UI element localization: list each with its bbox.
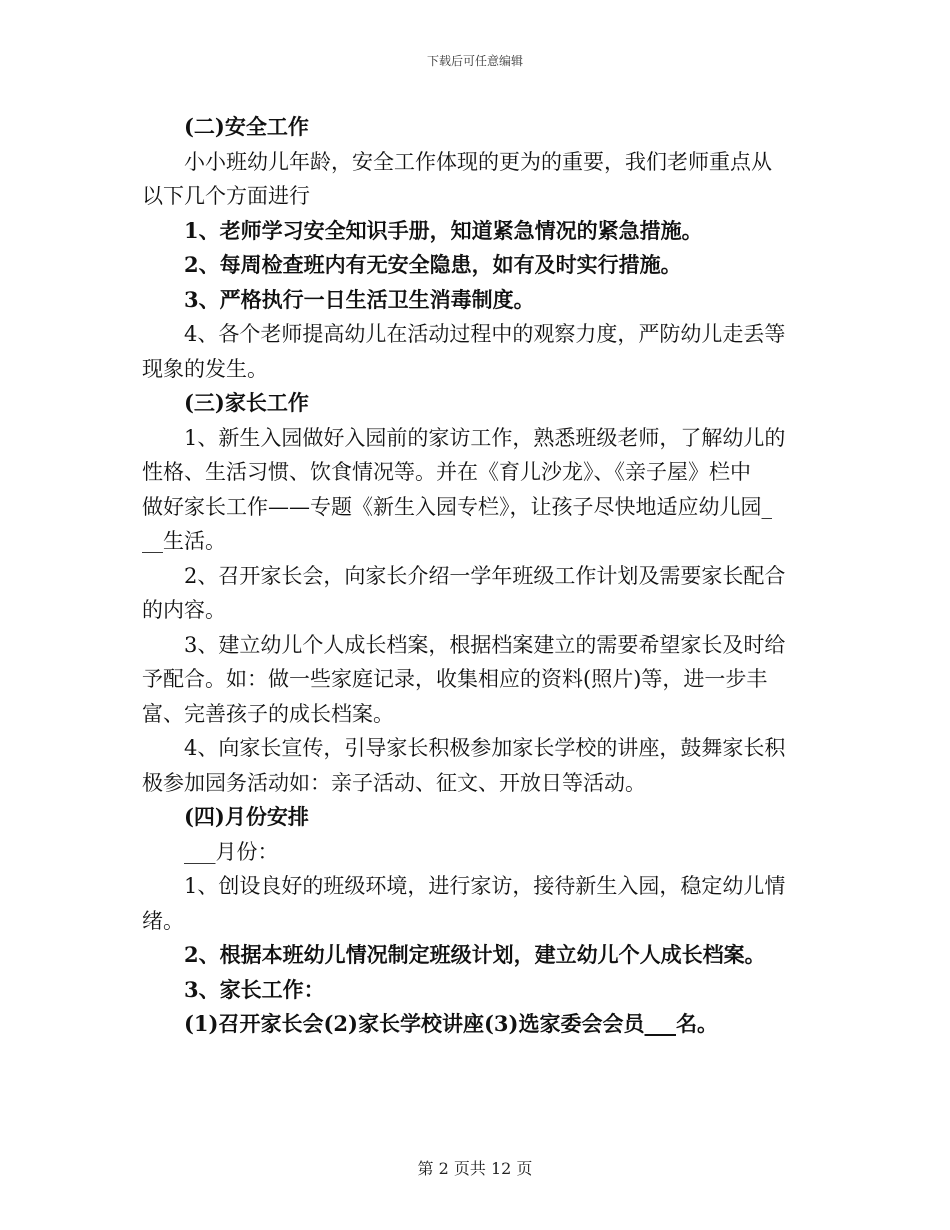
text-line: 的内容。 — [142, 598, 226, 622]
text-line: 3、家长工作： — [184, 976, 325, 1002]
text-line: 做好家长工作——专题《新生入园专栏》，让孩子尽快地适应幼儿园_ — [142, 494, 772, 519]
text-line: 3、建立幼儿个人成长档案，根据档案建立的需要希望家长及时给 — [184, 632, 786, 657]
text-line: 1、老师学习安全知识手册，知道紧急情况的紧急措施。 — [184, 217, 703, 243]
text-line: 极参加园务活动如：亲子活动、征文、开放日等活动。 — [142, 770, 646, 795]
text-line: ___月份： — [184, 839, 279, 864]
text-line: 性格、生活习惯、饮食情况等。并在《育儿沙龙》、《亲子屋》栏中 — [142, 460, 751, 484]
text-line: 予配合。如：做一些家庭记录，收集相应的资料(照片)等，进一步丰 — [142, 667, 768, 691]
text-line: 小小班幼儿年龄，安全工作体现的更为的重要，我们老师重点从 — [184, 149, 772, 174]
text-line: 2、召开家长会，向家长介绍一学年班级工作计划及需要家长配合 — [184, 563, 786, 588]
text-line: 3、严格执行一日生活卫生消毒制度。 — [184, 286, 535, 312]
text-line: 1、创设良好的班级环境，进行家访，接待新生入园，稳定幼儿情 — [184, 874, 786, 898]
text-line: 以下几个方面进行 — [142, 184, 310, 208]
text-line: 1、新生入园做好入园前的家访工作，熟悉班级老师，了解幼儿的 — [184, 425, 786, 450]
text-line: (1)召开家长会(2)家长学校讲座(3)选家委会会员___名。 — [184, 1011, 718, 1036]
text-line: 4、各个老师提高幼儿在活动过程中的观察力度，严防幼儿走丢等 — [184, 322, 786, 346]
text-line: (二)安全工作 — [184, 114, 309, 139]
text-line: (三)家长工作 — [184, 390, 309, 415]
page-footer: 第 2 页共 12 页 — [417, 1159, 533, 1178]
text-line: (四)月份安排 — [184, 804, 309, 829]
text-line: 2、根据本班幼儿情况制定班级计划，建立幼儿个人成长档案。 — [184, 942, 766, 967]
text-line: 4、向家长宣传，引导家长积极参加家长学校的讲座，鼓舞家长积 — [184, 736, 786, 760]
document-body — [142, 110, 806, 1042]
text-line: __生活。 — [142, 529, 226, 553]
text-line: 现象的发生。 — [142, 356, 268, 381]
text-line: 2、每周检查班内有无安全隐患，如有及时实行措施。 — [184, 252, 682, 277]
text-line: 绪。 — [142, 908, 184, 933]
header-note: 下载后可任意编辑 — [426, 54, 523, 68]
text-line: 富、完善孩子的成长档案。 — [142, 701, 394, 726]
